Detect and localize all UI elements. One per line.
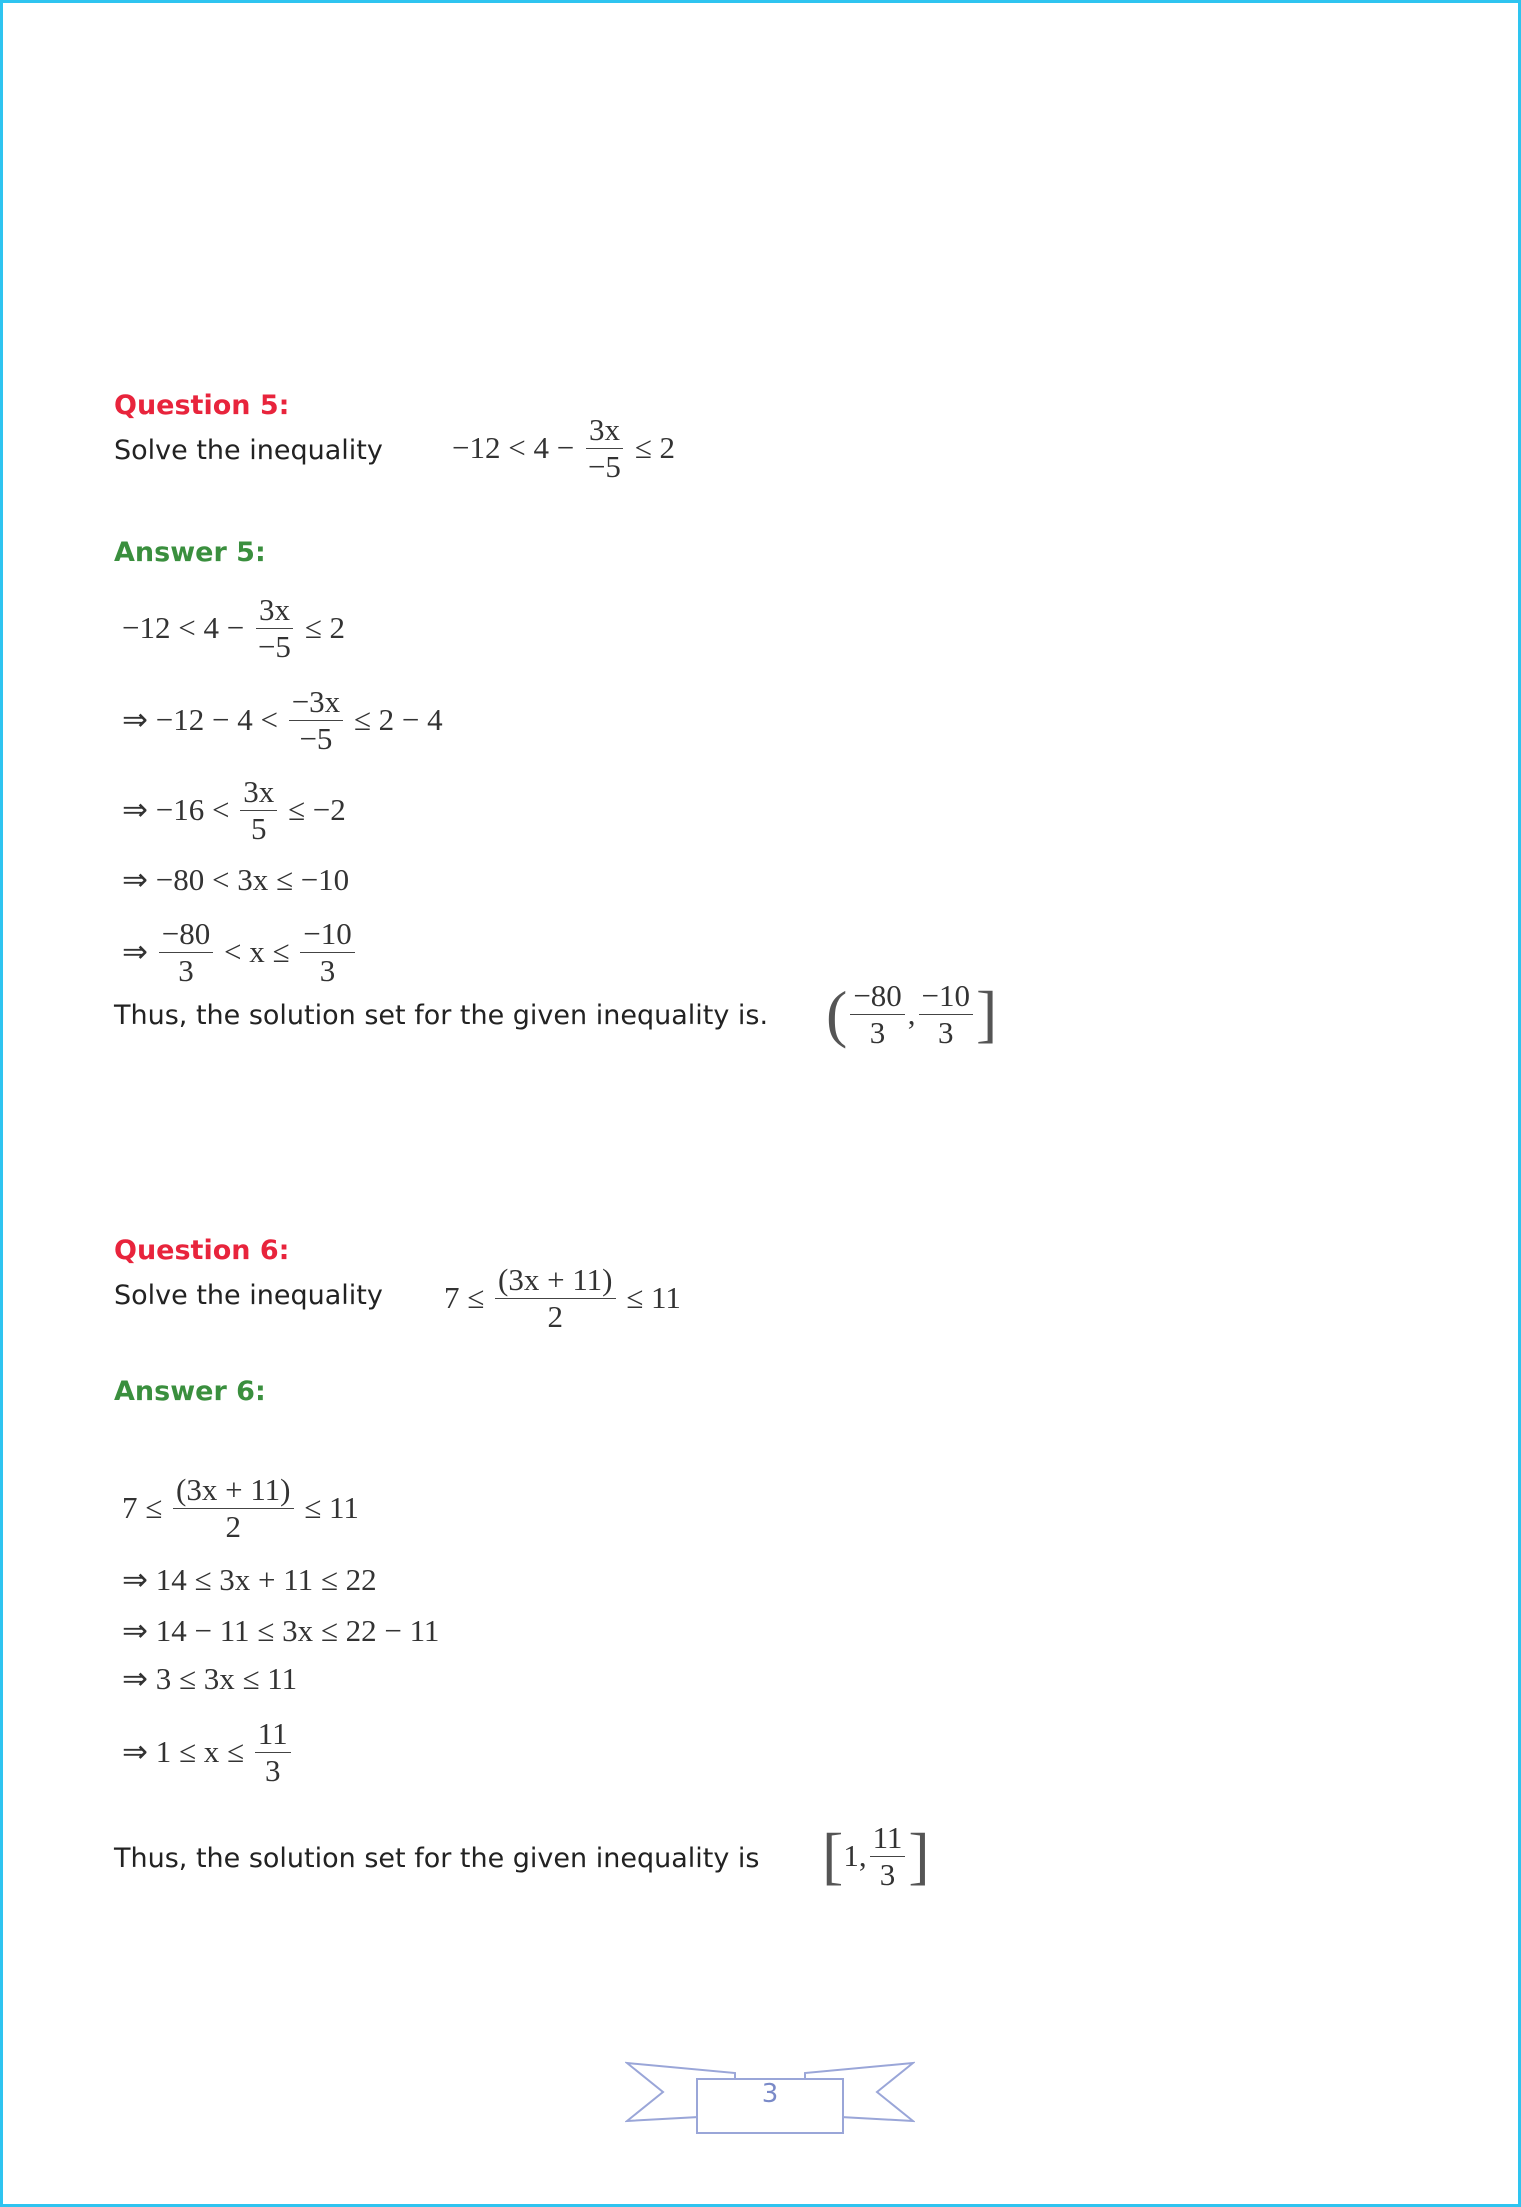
page-number-ribbon (625, 2055, 915, 2135)
expr-text: 7 ≤ (122, 1490, 171, 1526)
denominator: 3 (938, 1014, 954, 1050)
numerator: (3x + 11) (495, 1262, 615, 1299)
expr-text: ≤ −2 (280, 792, 346, 828)
fraction (159, 916, 213, 988)
answer-6-step-2: ⇒ 14 ≤ 3x + 11 ≤ 22 (122, 1562, 377, 1597)
answer-5-step-4: ⇒ −80 < 3x ≤ −10 (122, 862, 350, 897)
denominator: 3 (178, 952, 194, 988)
fraction (300, 916, 354, 988)
question-6-expression (444, 1262, 681, 1334)
expr-text: ≤ 2 (296, 610, 345, 646)
answer-5-step-3 (122, 774, 346, 846)
numerator: 3x (240, 774, 277, 811)
answer-5-conclusion: Thus, the solution set for the given inequality is. (114, 1000, 769, 1031)
expr-text: −12 < 4 − (452, 430, 582, 466)
denominator: 5 (250, 810, 267, 846)
answer-6-step-4: ⇒ 3 ≤ 3x ≤ 11 (122, 1661, 298, 1696)
question-5-prompt: Solve the inequality (114, 435, 383, 466)
fraction (289, 684, 343, 756)
denominator: 3 (869, 1014, 886, 1050)
answer-6-step-5 (122, 1716, 294, 1788)
denominator: −5 (299, 720, 333, 756)
answer-6-solution-interval (822, 1820, 930, 1892)
separator: , (907, 996, 916, 1032)
numerator: −10 (300, 916, 354, 953)
expr-text: ⇒ −16 < (122, 792, 238, 828)
numerator: 3x (586, 412, 623, 449)
expr-text: ≤ 11 (296, 1490, 359, 1526)
denominator: 2 (225, 1508, 241, 1544)
interval-start: 1 (843, 1838, 859, 1874)
answer-5-solution-interval (826, 978, 997, 1050)
answer-5-heading: Answer 5: (114, 537, 266, 568)
answer-5-step-2 (122, 684, 443, 756)
expr-text: ≤ 11 (618, 1280, 681, 1316)
question-6-heading: Question 6: (114, 1235, 290, 1266)
fraction (495, 1262, 615, 1334)
answer-5-step-5 (122, 916, 358, 988)
question-5-expression (452, 412, 675, 484)
bracket: [ (822, 1820, 844, 1892)
separator: , (858, 1838, 867, 1874)
answer-5-step-1 (122, 592, 345, 664)
numerator: −80 (850, 978, 904, 1015)
bracket: ( (826, 978, 848, 1050)
denominator: 2 (547, 1298, 563, 1334)
numerator: 11 (870, 1820, 906, 1857)
fraction (255, 1716, 291, 1788)
answer-6-conclusion: Thus, the solution set for the given inequality is (114, 1843, 760, 1874)
numerator: −3x (289, 684, 343, 721)
question-6-prompt: Solve the inequality (114, 1280, 383, 1311)
expr-text: < x ≤ (216, 934, 298, 970)
fraction (919, 978, 973, 1050)
expr-text: ≤ 2 − 4 (346, 702, 443, 738)
denominator: −5 (257, 628, 291, 664)
expr-text: ⇒ −12 − 4 < (122, 702, 286, 738)
numerator: 11 (255, 1716, 291, 1753)
expr-text: ≤ 2 (626, 430, 675, 466)
denominator: −5 (587, 448, 621, 484)
fraction (173, 1472, 293, 1544)
fraction (240, 774, 277, 846)
numerator: −10 (919, 978, 973, 1015)
numerator: −80 (159, 916, 213, 953)
expr-text: −12 < 4 − (122, 610, 252, 646)
page-number: 3 (761, 2079, 779, 2109)
expr-text: 7 ≤ (444, 1280, 493, 1316)
numerator: (3x + 11) (173, 1472, 293, 1509)
denominator: 3 (319, 952, 336, 988)
bracket: ] (976, 978, 998, 1050)
bracket: ] (908, 1820, 930, 1892)
numerator: 3x (256, 592, 293, 629)
question-5-heading: Question 5: (114, 390, 290, 421)
answer-6-step-3: ⇒ 14 − 11 ≤ 3x ≤ 22 − 11 (122, 1613, 440, 1648)
denominator: 3 (264, 1752, 281, 1788)
answer-6-heading: Answer 6: (114, 1376, 266, 1407)
fraction (850, 978, 904, 1050)
answer-6-step-1 (122, 1472, 359, 1544)
fraction (870, 1820, 906, 1892)
denominator: 3 (879, 1856, 896, 1892)
expr-text: ⇒ 1 ≤ x ≤ (122, 1734, 252, 1770)
fraction (255, 592, 294, 664)
fraction (585, 412, 624, 484)
expr-text: ⇒ (122, 934, 156, 970)
